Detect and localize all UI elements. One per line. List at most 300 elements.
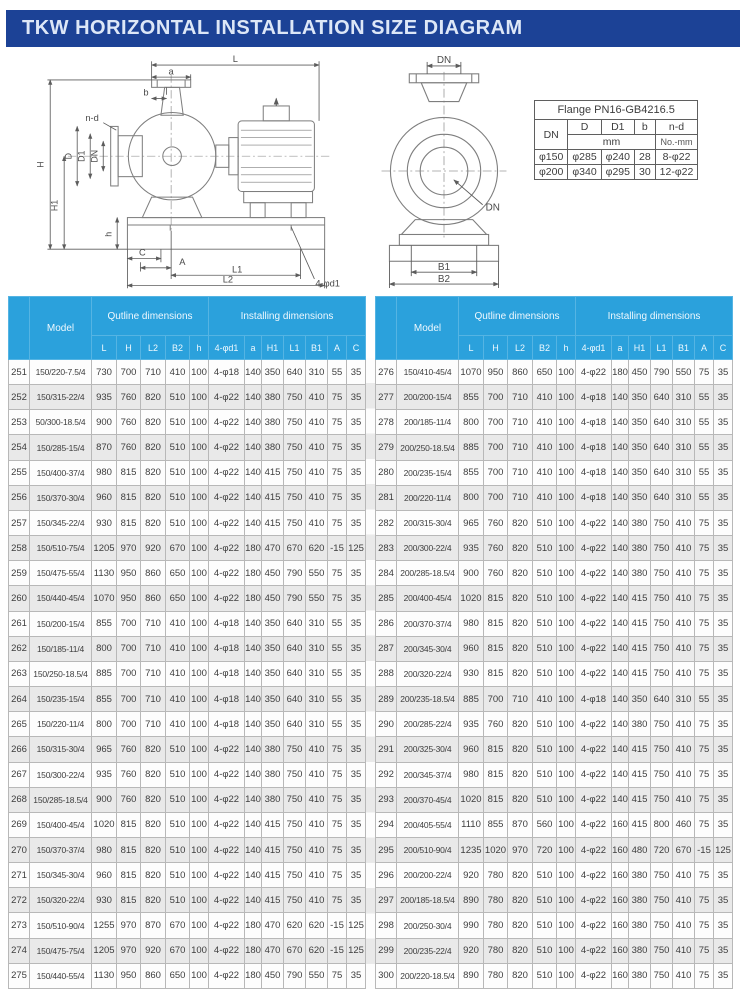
dim-4d1-cell: 4-φ22 xyxy=(209,586,245,611)
dim-4d1-cell: 4-φ22 xyxy=(576,611,612,636)
table-row xyxy=(376,360,733,385)
table-row xyxy=(9,812,366,837)
dim-h-cell: 100 xyxy=(190,510,209,535)
dim-a-cell: 140 xyxy=(245,712,262,737)
model-column-header: Model xyxy=(397,297,459,360)
table-row xyxy=(376,837,733,862)
dim-a-cell: 140 xyxy=(245,837,262,862)
dim-H1-cell: 415 xyxy=(629,636,651,661)
dim-label-D1: D1 xyxy=(76,150,87,162)
dim-L-cell: 855 xyxy=(459,460,484,485)
dim-a-cell: 140 xyxy=(245,611,262,636)
model-cell: 200/235-18.5/4 xyxy=(397,687,459,712)
model-cell: 150/320-22/4 xyxy=(30,888,92,913)
dim-B1-cell: 310 xyxy=(306,687,328,712)
dim-h-cell: 100 xyxy=(190,762,209,787)
dim-L2-cell: 820 xyxy=(508,787,533,812)
dim-L-cell: 935 xyxy=(459,536,484,561)
row-number-cell: 265 xyxy=(9,712,30,737)
dim-B1-cell: 310 xyxy=(673,485,695,510)
model-cell: 150/400-45/4 xyxy=(30,812,92,837)
table-row xyxy=(9,510,366,535)
dim-B2-cell: 510 xyxy=(533,636,557,661)
dim-h-cell: 100 xyxy=(190,888,209,913)
dim-L1-cell: 640 xyxy=(651,410,673,435)
flange-spec-table xyxy=(534,100,698,180)
dim-4d1-cell: 4-φ22 xyxy=(576,636,612,661)
dim-L-cell: 1070 xyxy=(459,360,484,385)
dim-H-cell: 780 xyxy=(484,888,508,913)
table-row xyxy=(9,460,366,485)
dim-B1-cell: 410 xyxy=(673,737,695,762)
dim-H-cell: 780 xyxy=(484,913,508,938)
row-number-cell: 269 xyxy=(9,812,30,837)
dim-L2-cell: 710 xyxy=(508,385,533,410)
dim-H-cell: 970 xyxy=(117,938,141,963)
dim-L1-cell: 750 xyxy=(651,636,673,661)
row-number-cell: 274 xyxy=(9,938,30,963)
outline-group-header: Qutline dimensions xyxy=(459,297,576,336)
dim-4d1-cell: 4-φ18 xyxy=(576,385,612,410)
dim-B1-cell: 410 xyxy=(673,863,695,888)
dim-a-cell: 140 xyxy=(245,510,262,535)
dim-L-cell: 930 xyxy=(92,510,117,535)
dim-L2-cell: 710 xyxy=(508,485,533,510)
dim-B1-cell: 410 xyxy=(306,435,328,460)
flange-b-value: 28 xyxy=(634,150,655,165)
dim-H-cell: 950 xyxy=(484,360,508,385)
table-row xyxy=(376,963,733,988)
dim-B1-cell: 410 xyxy=(673,636,695,661)
flange-table-title: Flange PN16-GB4216.5 xyxy=(535,101,698,120)
dim-H-cell: 760 xyxy=(117,737,141,762)
dim-a-cell: 140 xyxy=(612,485,629,510)
dim-4d1-cell: 4-φ22 xyxy=(576,661,612,686)
dim-A-cell: 75 xyxy=(328,510,347,535)
model-cell: 150/400-37/4 xyxy=(30,460,92,485)
dim-H1-cell: 415 xyxy=(262,863,284,888)
dim-B2-cell: 510 xyxy=(533,586,557,611)
dim-B1-cell: 310 xyxy=(673,435,695,460)
dim-C-cell: 35 xyxy=(714,435,733,460)
dim-L2-cell: 860 xyxy=(141,586,166,611)
flange-unit-mm: mm xyxy=(568,135,655,150)
table-row xyxy=(9,687,366,712)
dim-L-cell: 870 xyxy=(92,435,117,460)
dim-B1-cell: 410 xyxy=(306,410,328,435)
dim-A-cell: 55 xyxy=(328,636,347,661)
row-number-cell: 298 xyxy=(376,913,397,938)
dim-L-cell: 930 xyxy=(92,888,117,913)
dim-H-cell: 760 xyxy=(117,385,141,410)
table-row xyxy=(9,586,366,611)
dim-A-cell: 75 xyxy=(695,661,714,686)
row-number-cell: 255 xyxy=(9,460,30,485)
dim-a-cell: 160 xyxy=(612,963,629,988)
dim-4d1-cell: 4-φ22 xyxy=(576,938,612,963)
dim-h-cell: 100 xyxy=(190,460,209,485)
dim-L1-cell: 750 xyxy=(651,913,673,938)
dim-a-cell: 180 xyxy=(245,963,262,988)
model-cell: 200/405-55/4 xyxy=(397,812,459,837)
dim-H-cell: 760 xyxy=(484,712,508,737)
dim-L-cell: 1130 xyxy=(92,963,117,988)
dim-a-cell: 140 xyxy=(612,611,629,636)
dim-a-cell: 140 xyxy=(245,687,262,712)
dim-label-DN-bore: DN xyxy=(485,202,500,214)
dim-B2-cell: 510 xyxy=(533,561,557,586)
dim-B2-cell: 510 xyxy=(533,611,557,636)
table-row xyxy=(9,410,366,435)
model-cell: 150/440-55/4 xyxy=(30,963,92,988)
dim-L2-cell: 820 xyxy=(508,586,533,611)
dim-B1-cell: 410 xyxy=(673,762,695,787)
dim-L2-cell: 710 xyxy=(141,611,166,636)
dim-B1-cell: 410 xyxy=(673,963,695,988)
dim-L-cell: 900 xyxy=(92,410,117,435)
dim-B1-cell: 410 xyxy=(306,737,328,762)
table-row xyxy=(376,611,733,636)
dim-h-cell: 100 xyxy=(557,410,576,435)
dim-4d1-cell: 4-φ22 xyxy=(209,963,245,988)
dim-H-cell: 815 xyxy=(484,661,508,686)
dim-B2-cell: 720 xyxy=(533,837,557,862)
dim-L1-cell: 640 xyxy=(651,687,673,712)
dim-L1-cell: 620 xyxy=(284,913,306,938)
dim-L-cell: 885 xyxy=(92,661,117,686)
dim-B1-cell: 550 xyxy=(306,561,328,586)
dim-L-cell: 1130 xyxy=(92,561,117,586)
number-column-header xyxy=(376,297,397,360)
dim-H1-cell: 380 xyxy=(629,561,651,586)
dim-a-cell: 140 xyxy=(612,586,629,611)
dim-label-L1: L1 xyxy=(232,264,243,275)
dim-C-cell: 35 xyxy=(347,410,366,435)
dim-4d1-cell: 4-φ22 xyxy=(576,737,612,762)
dim-H-cell: 780 xyxy=(484,863,508,888)
dim-a-cell: 140 xyxy=(612,636,629,661)
col-header-H: H xyxy=(484,336,508,360)
dim-4d1-cell: 4-φ22 xyxy=(576,586,612,611)
dim-A-cell: 55 xyxy=(695,460,714,485)
dim-A-cell: 75 xyxy=(695,561,714,586)
dim-B1-cell: 310 xyxy=(306,360,328,385)
dim-L1-cell: 750 xyxy=(651,963,673,988)
model-cell: 150/440-45/4 xyxy=(30,586,92,611)
dim-L2-cell: 820 xyxy=(508,536,533,561)
dim-L1-cell: 750 xyxy=(651,787,673,812)
dim-H-cell: 760 xyxy=(484,510,508,535)
dim-A-cell: -15 xyxy=(328,913,347,938)
table-row xyxy=(9,762,366,787)
dim-A-cell: 55 xyxy=(328,712,347,737)
row-number-cell: 291 xyxy=(376,737,397,762)
row-number-cell: 266 xyxy=(9,737,30,762)
dim-L1-cell: 790 xyxy=(651,360,673,385)
dim-a-cell: 140 xyxy=(245,460,262,485)
dim-h-cell: 100 xyxy=(190,536,209,561)
flange-d1-value: φ240 xyxy=(601,150,634,165)
dim-h-cell: 100 xyxy=(557,510,576,535)
row-number-cell: 295 xyxy=(376,837,397,862)
row-number-cell: 288 xyxy=(376,661,397,686)
table-row xyxy=(9,561,366,586)
row-number-cell: 273 xyxy=(9,913,30,938)
dim-A-cell: 75 xyxy=(695,938,714,963)
dim-B2-cell: 410 xyxy=(166,712,190,737)
flange-col-b: b xyxy=(634,120,655,135)
dim-h-cell: 100 xyxy=(190,485,209,510)
dim-h-cell: 100 xyxy=(190,687,209,712)
model-cell: 150/370-30/4 xyxy=(30,485,92,510)
dim-B2-cell: 670 xyxy=(166,913,190,938)
dim-a-cell: 160 xyxy=(612,812,629,837)
col-header-L1: L1 xyxy=(284,336,306,360)
dim-H1-cell: 350 xyxy=(629,485,651,510)
dim-A-cell: 75 xyxy=(328,762,347,787)
row-number-cell: 279 xyxy=(376,435,397,460)
dim-B2-cell: 410 xyxy=(533,385,557,410)
table-row xyxy=(9,837,366,862)
dim-C-cell: 35 xyxy=(714,410,733,435)
dim-B2-cell: 510 xyxy=(166,510,190,535)
dim-L1-cell: 670 xyxy=(284,938,306,963)
dim-L1-cell: 750 xyxy=(284,410,306,435)
dim-L2-cell: 710 xyxy=(508,460,533,485)
dim-label-h: h xyxy=(103,231,114,237)
dim-B2-cell: 510 xyxy=(533,712,557,737)
dim-L-cell: 965 xyxy=(92,737,117,762)
dim-H1-cell: 350 xyxy=(629,460,651,485)
dim-B1-cell: 460 xyxy=(673,812,695,837)
row-number-cell: 263 xyxy=(9,661,30,686)
flange-dn-value: φ200 xyxy=(535,165,568,180)
dim-H-cell: 950 xyxy=(117,586,141,611)
dim-H1-cell: 415 xyxy=(262,460,284,485)
dim-h-cell: 100 xyxy=(190,737,209,762)
dim-label-b: b xyxy=(143,87,149,98)
dim-4d1-cell: 4-φ22 xyxy=(209,460,245,485)
model-cell: 200/370-45/4 xyxy=(397,787,459,812)
dim-H-cell: 700 xyxy=(484,485,508,510)
dim-L2-cell: 710 xyxy=(141,360,166,385)
col-header-H1: H1 xyxy=(629,336,651,360)
dim-a-cell: 160 xyxy=(612,888,629,913)
row-number-cell: 286 xyxy=(376,611,397,636)
dim-H1-cell: 415 xyxy=(629,611,651,636)
dim-L1-cell: 750 xyxy=(651,712,673,737)
table-row xyxy=(376,536,733,561)
table-row xyxy=(376,435,733,460)
dim-B2-cell: 510 xyxy=(533,888,557,913)
dim-L2-cell: 820 xyxy=(508,611,533,636)
row-number-cell: 275 xyxy=(9,963,30,988)
dim-h-cell: 100 xyxy=(190,812,209,837)
model-cell: 200/235-22/4 xyxy=(397,938,459,963)
dim-B2-cell: 510 xyxy=(533,913,557,938)
dim-h-cell: 100 xyxy=(190,636,209,661)
dim-C-cell: 35 xyxy=(714,812,733,837)
dim-H1-cell: 350 xyxy=(629,435,651,460)
model-cell: 150/370-37/4 xyxy=(30,837,92,862)
dim-A-cell: 55 xyxy=(328,611,347,636)
dim-L1-cell: 640 xyxy=(284,661,306,686)
dim-L1-cell: 750 xyxy=(651,611,673,636)
dim-B2-cell: 510 xyxy=(533,963,557,988)
dim-C-cell: 35 xyxy=(714,712,733,737)
dim-C-cell: 35 xyxy=(347,360,366,385)
table-row xyxy=(9,385,366,410)
dim-L2-cell: 710 xyxy=(141,712,166,737)
dim-A-cell: 75 xyxy=(328,586,347,611)
dim-4d1-cell: 4-φ22 xyxy=(576,536,612,561)
dim-B1-cell: 410 xyxy=(673,611,695,636)
dim-A-cell: 55 xyxy=(695,485,714,510)
dim-B1-cell: 410 xyxy=(673,586,695,611)
dim-L1-cell: 640 xyxy=(284,712,306,737)
model-cell: 150/315-22/4 xyxy=(30,385,92,410)
col-header-h: h xyxy=(557,336,576,360)
row-number-cell: 294 xyxy=(376,812,397,837)
dim-L2-cell: 820 xyxy=(141,787,166,812)
dim-4d1-cell: 4-φ22 xyxy=(209,385,245,410)
dim-A-cell: 75 xyxy=(695,536,714,561)
dim-B1-cell: 410 xyxy=(673,712,695,737)
dim-H-cell: 815 xyxy=(484,611,508,636)
dim-B1-cell: 310 xyxy=(673,410,695,435)
row-number-cell: 281 xyxy=(376,485,397,510)
dim-L2-cell: 820 xyxy=(508,913,533,938)
dim-L1-cell: 670 xyxy=(284,536,306,561)
dim-C-cell: 35 xyxy=(714,586,733,611)
dim-H1-cell: 380 xyxy=(629,963,651,988)
dim-L1-cell: 640 xyxy=(284,687,306,712)
dim-C-cell: 35 xyxy=(714,611,733,636)
table-row xyxy=(376,812,733,837)
flange-col-d: D xyxy=(568,120,601,135)
dim-B1-cell: 310 xyxy=(306,661,328,686)
flange-b-value: 30 xyxy=(634,165,655,180)
dim-B2-cell: 510 xyxy=(533,938,557,963)
dim-H-cell: 760 xyxy=(117,787,141,812)
dim-a-cell: 160 xyxy=(612,938,629,963)
dim-L-cell: 900 xyxy=(92,787,117,812)
row-number-cell: 296 xyxy=(376,863,397,888)
dim-B1-cell: 670 xyxy=(673,837,695,862)
dim-A-cell: 75 xyxy=(328,561,347,586)
dim-a-cell: 140 xyxy=(245,762,262,787)
model-cell: 150/510-75/4 xyxy=(30,536,92,561)
dim-A-cell: 75 xyxy=(695,863,714,888)
dim-4d1-cell: 4-φ22 xyxy=(576,913,612,938)
dim-h-cell: 100 xyxy=(557,837,576,862)
dim-H1-cell: 350 xyxy=(262,712,284,737)
col-header-L2: L2 xyxy=(141,336,166,360)
dim-a-cell: 160 xyxy=(612,913,629,938)
dim-L-cell: 1020 xyxy=(92,812,117,837)
table-row xyxy=(9,636,366,661)
table-row xyxy=(9,712,366,737)
dim-B2-cell: 670 xyxy=(166,536,190,561)
table-row xyxy=(376,863,733,888)
dim-L-cell: 960 xyxy=(92,485,117,510)
table-row xyxy=(9,913,366,938)
dim-C-cell: 35 xyxy=(714,636,733,661)
row-number-cell: 292 xyxy=(376,762,397,787)
dim-H1-cell: 380 xyxy=(629,888,651,913)
table-gap xyxy=(366,358,375,989)
dim-H1-cell: 350 xyxy=(262,611,284,636)
dim-C-cell: 35 xyxy=(714,360,733,385)
col-header-B2: B2 xyxy=(533,336,557,360)
dim-B1-cell: 410 xyxy=(673,661,695,686)
model-cell: 150/300-22/4 xyxy=(30,762,92,787)
dim-B2-cell: 410 xyxy=(533,410,557,435)
dim-label-DN: DN xyxy=(89,149,100,163)
dim-L2-cell: 970 xyxy=(508,837,533,862)
dim-L-cell: 980 xyxy=(459,762,484,787)
dim-L-cell: 1235 xyxy=(459,837,484,862)
dim-H-cell: 950 xyxy=(117,963,141,988)
dim-A-cell: 75 xyxy=(328,888,347,913)
dim-H-cell: 760 xyxy=(117,435,141,460)
model-cell: 200/285-22/4 xyxy=(397,712,459,737)
dim-a-cell: 140 xyxy=(245,485,262,510)
dim-label-a: a xyxy=(168,66,174,77)
col-header-C: C xyxy=(714,336,733,360)
dim-4d1-cell: 4-φ22 xyxy=(576,837,612,862)
dim-C-cell: 35 xyxy=(714,687,733,712)
dim-L-cell: 960 xyxy=(459,636,484,661)
dim-L1-cell: 750 xyxy=(651,510,673,535)
dim-B1-cell: 410 xyxy=(306,385,328,410)
dim-L-cell: 980 xyxy=(92,460,117,485)
dim-C-cell: 35 xyxy=(714,661,733,686)
dim-4d1-cell: 4-φ22 xyxy=(576,762,612,787)
dim-a-cell: 140 xyxy=(245,787,262,812)
row-number-cell: 267 xyxy=(9,762,30,787)
dim-H-cell: 700 xyxy=(117,712,141,737)
dim-B1-cell: 410 xyxy=(673,561,695,586)
dim-4d1-cell: 4-φ18 xyxy=(209,712,245,737)
dim-L1-cell: 750 xyxy=(284,812,306,837)
model-cell: 200/345-30/4 xyxy=(397,636,459,661)
dim-H-cell: 700 xyxy=(117,360,141,385)
row-number-cell: 289 xyxy=(376,687,397,712)
dim-H-cell: 780 xyxy=(484,938,508,963)
col-header-a: a xyxy=(245,336,262,360)
dim-B2-cell: 650 xyxy=(166,586,190,611)
row-number-cell: 293 xyxy=(376,787,397,812)
dim-a-cell: 140 xyxy=(245,737,262,762)
model-cell: 150/410-45/4 xyxy=(397,360,459,385)
dim-label-A: A xyxy=(179,257,186,268)
dim-h-cell: 100 xyxy=(190,661,209,686)
dim-a-cell: 140 xyxy=(245,360,262,385)
dim-label-n-d: n-d xyxy=(85,112,99,123)
dim-h-cell: 100 xyxy=(557,762,576,787)
dim-H-cell: 970 xyxy=(117,536,141,561)
row-number-cell: 270 xyxy=(9,837,30,862)
table-row xyxy=(376,661,733,686)
row-number-cell: 258 xyxy=(9,536,30,561)
dim-H-cell: 815 xyxy=(117,837,141,862)
dim-4d1-cell: 4-φ18 xyxy=(209,360,245,385)
table-row xyxy=(376,888,733,913)
model-cell: 200/185-18.5/4 xyxy=(397,888,459,913)
col-header-4-d1: 4-φd1 xyxy=(576,336,612,360)
dim-h-cell: 100 xyxy=(190,561,209,586)
